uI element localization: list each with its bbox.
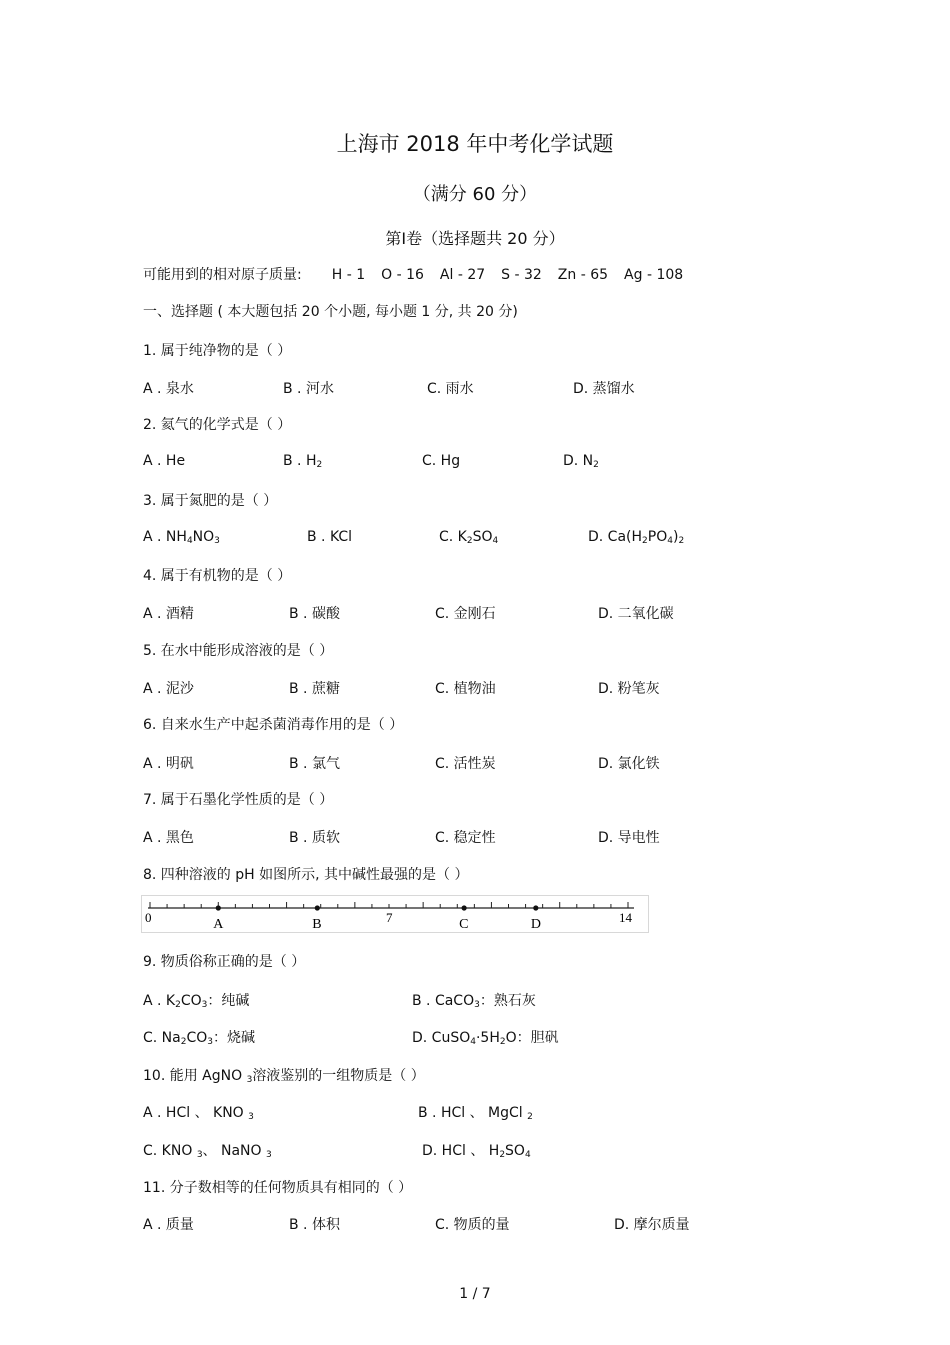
q9-option-a: A . $K_2CO_3$：纯碱 (143, 993, 250, 1010)
ph-label-0: 0 (145, 910, 152, 925)
atomic-mass-label: 可能用到的相对原子质量: (143, 267, 302, 283)
question-1-stem: 1. 属于纯净物的是（ ） (143, 343, 292, 359)
q7-option-b: B . 质软 (289, 830, 340, 846)
q4-option-c: C. 金刚石 (435, 606, 496, 622)
ph-label-7: 7 (386, 910, 393, 925)
q9-option-d: D. $CuSO_4\cdot 5H_2O$：胆矾 (412, 1030, 559, 1047)
atomic-mass-ag: Ag - 108 (624, 267, 684, 283)
q4-option-b: B . 碳酸 (289, 606, 340, 622)
q11-option-b: B . 体积 (289, 1217, 340, 1233)
ph-point-a (216, 905, 221, 910)
atomic-mass-o: O - 16 (381, 267, 424, 283)
atomic-mass-s: S - 32 (501, 267, 542, 283)
q2-option-a: A . He (143, 453, 186, 469)
q11-option-c: C. 物质的量 (435, 1217, 510, 1233)
q1-option-a: A . 泉水 (143, 381, 194, 397)
q9-option-b: B . CaCO$_3$：熟石灰 (412, 993, 536, 1010)
q11-option-d: D. 摩尔质量 (614, 1217, 690, 1233)
q10-option-a: A . HCl 、 KNO $_3$ (143, 1105, 254, 1122)
q10-option-b: B . HCl 、 MgCl $_2$ (418, 1105, 533, 1122)
volume-heading: 第Ⅰ卷（选择题共 20 分） (385, 229, 565, 248)
q5-option-b: B . 蔗糖 (289, 681, 340, 697)
q2-option-c: C. Hg (422, 453, 461, 469)
ph-scale-figure (141, 895, 649, 933)
q4-option-d: D. 二氧化碳 (598, 606, 674, 622)
ph-point-label-c: C (459, 917, 469, 932)
ph-point-b (315, 905, 320, 910)
question-2-stem: 2. 氦气的化学式是（ ） (143, 417, 292, 433)
q1-option-d: D. 蒸馏水 (573, 381, 635, 397)
ph-point-label-b: B (312, 917, 322, 932)
q10-option-d: D. HCl 、 $H_2SO_4$ (422, 1143, 531, 1160)
q4-option-a: A . 酒精 (143, 606, 194, 622)
ph-label-14: 14 (619, 910, 632, 925)
q3-option-b: B . KCl (307, 529, 353, 545)
exam-title: 上海市 2018 年中考化学试题 (336, 132, 614, 156)
q7-option-c: C. 稳定性 (435, 830, 496, 846)
q10-option-c: C. KNO $_3$、 NaNO $_3$ (143, 1143, 272, 1160)
q9-option-c: C. $Na_2CO_3$：烧碱 (143, 1030, 255, 1047)
q3-option-d: D. $Ca(H_2PO_4)_2$ (588, 529, 685, 546)
q6-option-c: C. 活性炭 (435, 756, 496, 772)
question-4-stem: 4. 属于有机物的是（ ） (143, 568, 292, 584)
q7-option-d: D. 导电性 (598, 830, 660, 846)
q11-option-a: A . 质量 (143, 1217, 194, 1233)
q2-option-d: D. $N_2$ (563, 453, 599, 470)
q6-option-b: B . 氯气 (289, 756, 340, 772)
q6-option-a: A . 明矾 (143, 756, 194, 772)
atomic-mass-h: H - 1 (331, 267, 366, 283)
question-6-stem: 6. 自来水生产中起杀菌消毒作用的是（ ） (143, 717, 404, 733)
q1-option-c: C. 雨水 (427, 381, 474, 397)
atomic-mass-zn: Zn - 65 (557, 267, 609, 283)
page-number: 1 / 7 (459, 1286, 491, 1302)
question-11-stem: 11. 分子数相等的任何物质具有相同的（ ） (143, 1180, 413, 1196)
ph-point-label-a: A (213, 917, 224, 932)
q5-option-a: A . 泥沙 (143, 681, 194, 697)
section-heading: 一、选择题 ( 本大题包括 20 个小题, 每小题 1 分, 共 20 分) (143, 304, 518, 320)
question-9-stem: 9. 物质俗称正确的是（ ） (143, 954, 306, 970)
question-7-stem: 7. 属于石墨化学性质的是（ ） (143, 792, 334, 808)
q6-option-d: D. 氯化铁 (598, 756, 660, 772)
question-3-stem: 3. 属于氮肥的是（ ） (143, 493, 278, 509)
q7-option-a: A . 黑色 (143, 830, 194, 846)
question-8-stem: 8. 四种溶液的 pH 如图所示, 其中碱性最强的是（ ） (143, 867, 469, 883)
q1-option-b: B . 河水 (283, 381, 334, 397)
atomic-mass-al: Al - 27 (439, 267, 486, 283)
q3-option-a: A . $NH_4NO_3$ (143, 529, 220, 546)
question-10-stem: 10. 能用 AgNO $_3$溶液鉴别的一组物质是（ ） (143, 1068, 425, 1085)
question-5-stem: 5. 在水中能形成溶液的是（ ） (143, 643, 334, 659)
ph-scale-svg (142, 896, 648, 932)
ph-point-d (533, 905, 538, 910)
ph-point-label-d: D (530, 917, 541, 932)
full-score: （满分 60 分） (412, 184, 538, 205)
q3-option-c: C. $K_2SO_4$ (439, 529, 499, 546)
atomic-mass-line (143, 264, 699, 284)
ph-point-c (462, 905, 467, 910)
q2-option-b: B . $H_2$ (283, 453, 323, 470)
q5-option-d: D. 粉笔灰 (598, 681, 660, 697)
q5-option-c: C. 植物油 (435, 681, 496, 697)
